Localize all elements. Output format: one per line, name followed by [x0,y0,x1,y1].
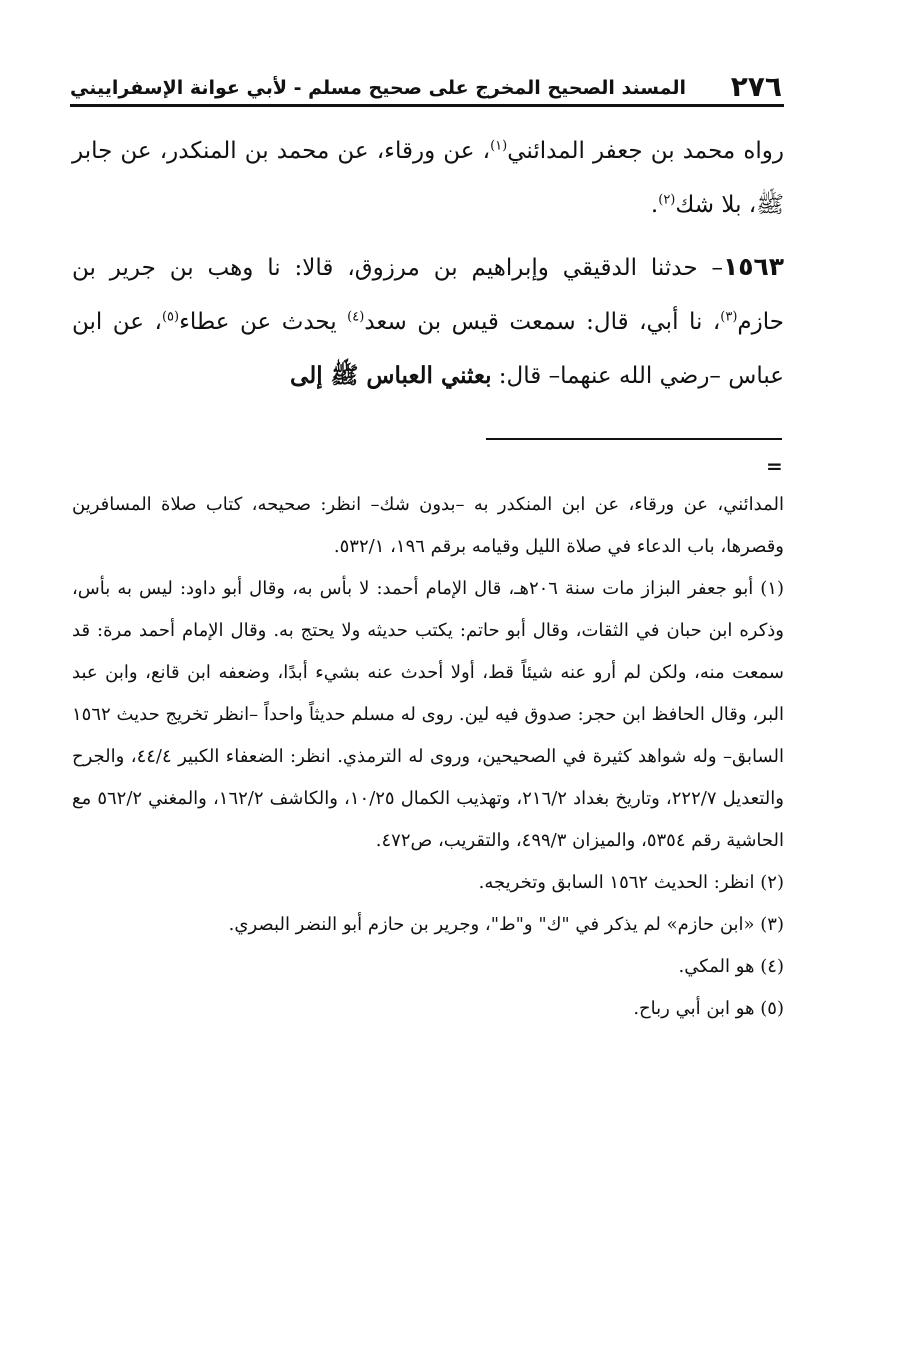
footnote-continued: المدائني، عن ورقاء، عن ابن المنكدر به –بدون شك– انظر: صحيحه، كتاب صلاة المسافرين وقصرها، باب الدعاء في صلاة الليل وقيامه برقم ١٩٦، ٥٣٢/١. [72,494,784,557]
paragraph-hadith [72,240,784,403]
footnote-ref[interactable]: (٥) [161,309,180,325]
text-run: ، عن ابن عباس –رضي الله عنهما– قال: [72,309,784,389]
main-text [72,124,784,403]
text-run: . [650,192,659,218]
text-run: ، عن ورقاء، عن محمد بن المنكدر، عن جابر ﷺ، بلا شك [72,138,784,218]
footnote-ref[interactable]: (٤) [347,309,365,325]
footnote-3: (٣) «ابن حازم» لم يذكر في "ك" و"ط"، وجرير بن حازم أبو النضر البصري. [228,914,784,935]
bold-phrase: بعثني العباس ﷺ إلى [290,362,492,389]
footnote-separator [486,438,782,440]
footnote-4: (٤) هو المكي. [678,956,784,977]
page-number: ٢٧٦ [730,70,782,103]
running-title: المسند الصحيح المخرج على صحيح مسلم - لأبي عوانة الإسفراييني [70,77,686,99]
text-run: يحدث عن عطاء [179,309,348,335]
hadith-number: ١٥٦٣ [722,252,784,281]
paragraph-narration [72,124,784,232]
footnote-2: (٢) انظر: الحديث ١٥٦٢ السابق وتخريجه. [478,872,784,893]
footnote-5: (٥) هو ابن أبي رباح. [633,998,784,1019]
text-run: – حدثنا الدقيقي وإبراهيم بن مرزوق، قالا: نا وهب بن جرير بن حازم [72,255,784,335]
page-header [70,68,782,108]
footnote-ref[interactable]: (١) [490,138,508,154]
footnote-ref[interactable]: (٣) [720,309,738,325]
continuation-mark: = [766,454,783,478]
footnotes [72,484,784,1030]
text-run: ، نا أبي، قال: سمعت قيس بن سعد [364,309,721,335]
footnote-1: (١) أبو جعفر البزاز مات سنة ٢٠٦هـ، قال الإمام أحمد: لا بأس به، وقال أبو داود: ليس به بأس، وذكره ابن حبان في الثقات، وقال أبو حاتم: يكتب حديثه ولا يحتج به. وقال الإمام أحمد مرة: قد سمعت منه، ولكن لم أرو عنه شيئاً قط، أولا أحدث عنه بشيء أبدًا، وضعفه ابن قانع، وابن عبد البر، وقال الحافظ ابن حجر: صدوق فيه لين. روى له مسلم حديثاً واحداً –انظر تخريج حديث ١٥٦٢ السابق– وله شواهد كثيرة في الصحيحين، وروى له الترمذي. انظر: الضعفاء الكبير ٤٤/٤، والجرح والتعديل ٢٢٢/٧، وتاريخ بغداد ٢١٦/٢، وتهذيب الكمال ١٠/٢٥، والكاشف ١٦٢/٢، والمغني ٥٦٢/٢ مع الحاشية رقم ٥٣٥٤، والميزان ٤٩٩/٣، والتقريب، ص٤٧٢. [72,578,784,851]
header-rule [70,104,784,107]
footnote-ref[interactable]: (٢) [658,192,676,208]
text-run: رواه محمد بن جعفر المدائني [507,138,785,164]
